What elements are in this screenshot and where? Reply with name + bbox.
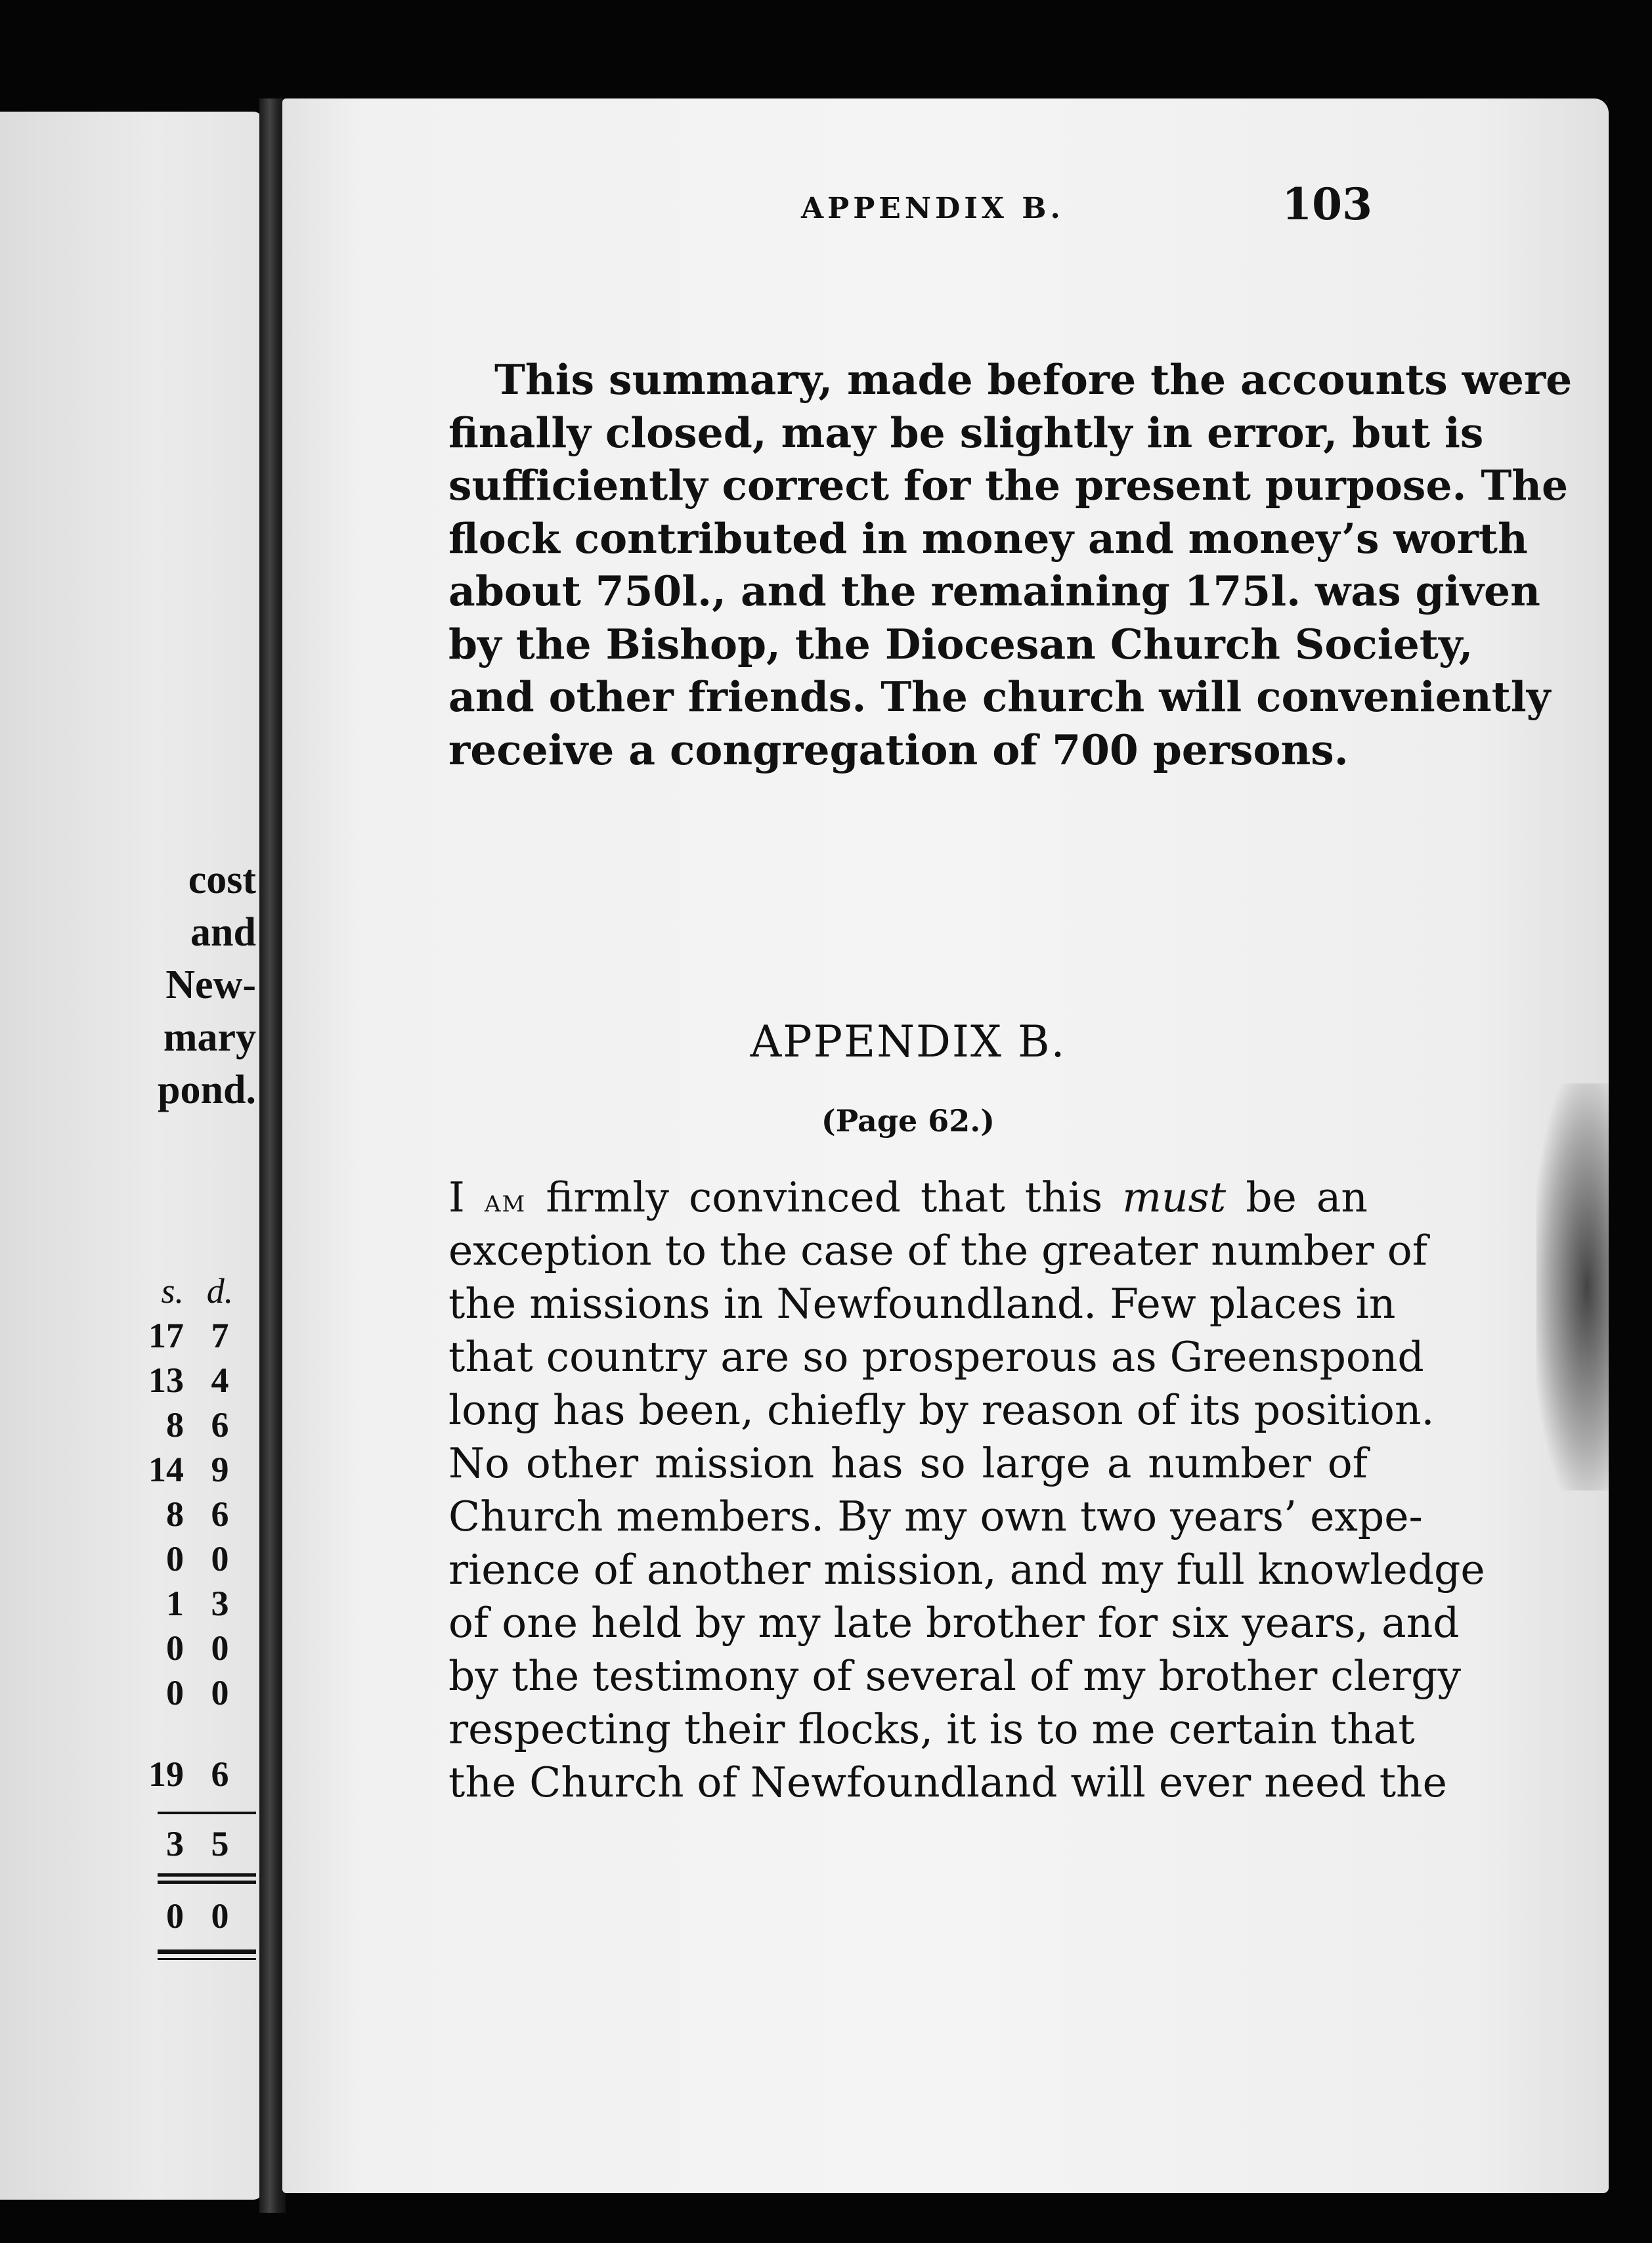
text-line: exception to the case of the greater number of [448, 1227, 1428, 1274]
table-cell: 6 [211, 1754, 229, 1794]
table-header [105, 1271, 256, 1315]
table-rule [158, 1812, 256, 1814]
table-double-rule [158, 1949, 256, 1960]
summary-paragraph [448, 353, 1573, 776]
shillings-header: s. [161, 1271, 184, 1311]
table-row [105, 1538, 256, 1583]
table-cell: 0 [211, 1539, 229, 1579]
table-cell: 0 [211, 1896, 229, 1936]
left-facing-page [0, 112, 263, 2200]
smallcaps-word: am [484, 1183, 527, 1219]
text-line: sufficiently correct for the present purpose. The [448, 461, 1569, 510]
appendix-paragraph [448, 1171, 1485, 1809]
table-double-rule [158, 1873, 256, 1884]
table-row [105, 1628, 256, 1672]
initial-letter: I [448, 1173, 465, 1221]
text-line: long has been, chiefly by reason of its position. [448, 1386, 1435, 1434]
text-line: and other friends. The church will conveniently [448, 672, 1551, 721]
left-text-line: New- [165, 963, 256, 1007]
text-line: the Church of Newfoundland will ever need the [448, 1758, 1447, 1806]
table-row [105, 1494, 256, 1538]
table-cell: 0 [211, 1628, 229, 1668]
table-cell: 13 [148, 1361, 184, 1400]
table-cell: 0 [211, 1673, 229, 1712]
text-line: that country are so prosperous as Greenspond [448, 1333, 1424, 1381]
text-line: This summary, made before the accounts were [494, 355, 1573, 404]
text-line: rience of another mission, and my full knowledge [448, 1546, 1485, 1594]
table-row [105, 1672, 256, 1717]
text-line: about 750l., and the remaining 175l. was given [448, 567, 1540, 615]
text-line: finally closed, may be slightly in error, but is [448, 408, 1484, 457]
table-cell: 0 [166, 1673, 184, 1712]
text-line: receive a congregation of 700 persons. [448, 725, 1349, 774]
table-cell: 6 [211, 1405, 229, 1445]
page-reference: (Page 62.) [821, 1103, 995, 1139]
table-row [105, 1405, 256, 1449]
text-line [448, 1171, 1368, 1224]
left-text-line: mary [163, 1015, 256, 1060]
text-line: of one held by my late brother for six years, and [448, 1599, 1460, 1647]
book-gutter [259, 98, 286, 2213]
grand-total-row [105, 1896, 256, 1940]
appendix-heading: APPENDIX B. [750, 1016, 1066, 1067]
table-cell: 14 [148, 1450, 184, 1489]
table-cell: 9 [211, 1450, 229, 1489]
table-cell: 1 [166, 1584, 184, 1623]
text-line: No other mission has so large a number of [448, 1439, 1368, 1487]
table-row [105, 1360, 256, 1405]
table-cell: 4 [211, 1361, 229, 1400]
running-head [519, 179, 1385, 244]
table-row [105, 1449, 256, 1494]
table-cell: 3 [211, 1584, 229, 1623]
text-line: by the testimony of several of my brother clergy [448, 1652, 1462, 1700]
left-text-line: and [190, 910, 256, 955]
text-line: the missions in Newfoundland. Few places in [448, 1280, 1396, 1328]
table-cell: 8 [166, 1494, 184, 1534]
table-cell: 19 [148, 1754, 184, 1794]
total-row [105, 1823, 256, 1868]
pence-header: d. [206, 1271, 234, 1311]
subtotal-row [105, 1754, 256, 1798]
text-span: firmly convinced that this [526, 1173, 1123, 1221]
table-cell: 8 [166, 1405, 184, 1445]
emphasized-word: must [1122, 1173, 1227, 1221]
text-line: flock contributed in money and money’s worth [448, 513, 1528, 563]
table-cell: 17 [148, 1316, 184, 1355]
left-page-text [158, 854, 256, 1116]
left-text-line: cost [188, 858, 256, 902]
table-cell: 6 [211, 1494, 229, 1534]
table-row [105, 1315, 256, 1360]
table-cell: 0 [166, 1539, 184, 1579]
text-line: by the Bishop, the Diocesan Church Society, [448, 619, 1473, 668]
text-span: be an [1226, 1173, 1368, 1221]
table-cell: 0 [166, 1628, 184, 1668]
running-head-title: APPENDIX B. [801, 192, 1064, 225]
table-cell: 0 [166, 1896, 184, 1936]
accounts-table-fragment [105, 1271, 256, 1960]
table-row [105, 1583, 256, 1628]
left-text-line: pond. [158, 1068, 256, 1112]
text-line: respecting their flocks, it is to me certain that [448, 1705, 1415, 1753]
table-spacer [105, 1717, 256, 1754]
text-line: Church members. By my own two years’ expe- [448, 1492, 1423, 1540]
table-cell: 5 [211, 1824, 229, 1863]
water-stain [1536, 1083, 1609, 1491]
table-cell: 7 [211, 1316, 229, 1355]
table-cell: 3 [166, 1824, 184, 1863]
page-number: 103 [1282, 179, 1372, 230]
